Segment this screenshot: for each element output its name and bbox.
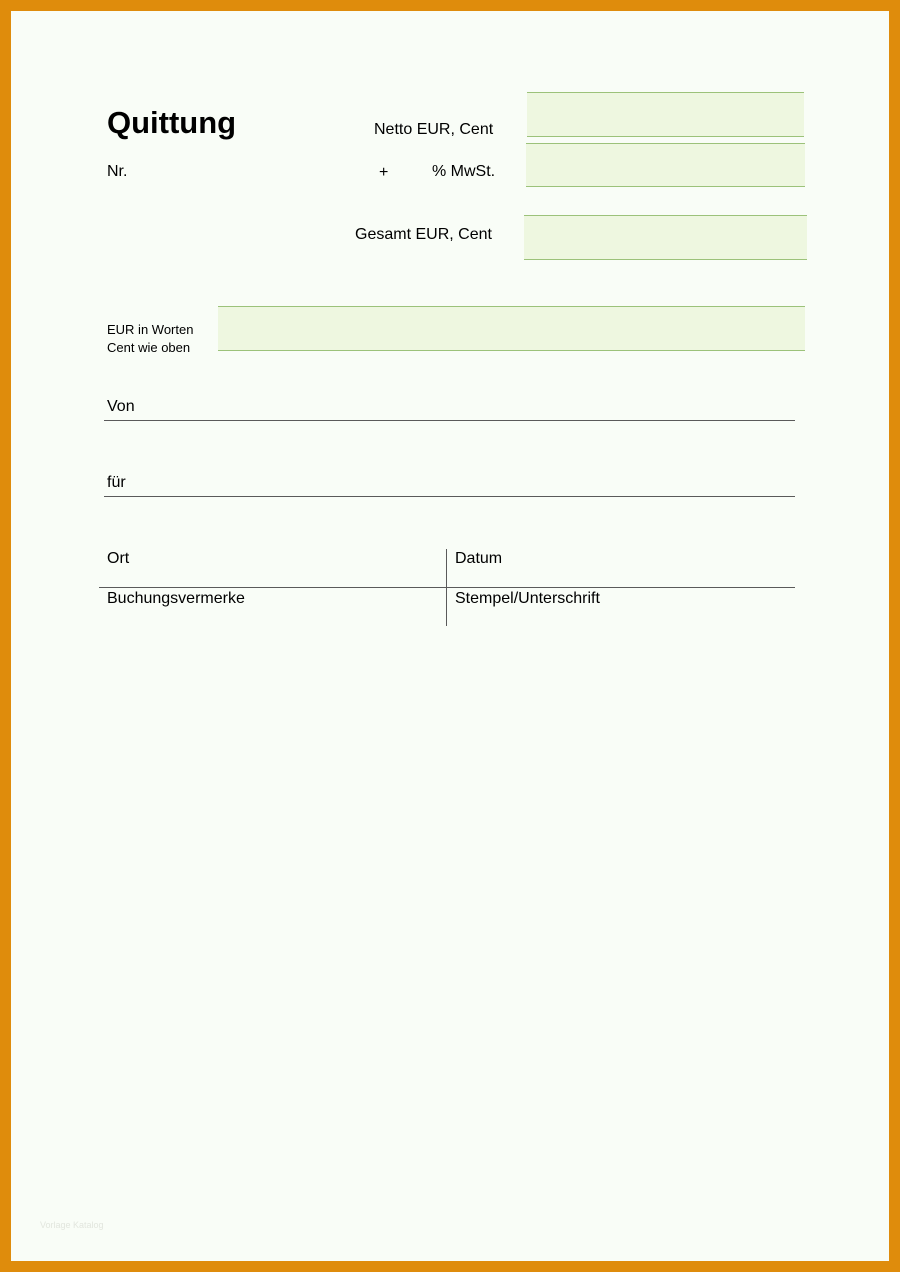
nr-label: Nr.	[107, 163, 128, 180]
mwst-field[interactable]	[526, 143, 805, 187]
gesamt-label: Gesamt EUR, Cent	[355, 226, 492, 243]
words-label-line2: Cent wie oben	[107, 340, 191, 355]
netto-label: Netto EUR, Cent	[374, 121, 494, 138]
stempel-label: Stempel/Unterschrift	[455, 590, 600, 607]
von-label: Von	[107, 398, 135, 415]
receipt-title: Quittung	[107, 105, 237, 140]
words-label-line1: EUR in Worten	[107, 322, 194, 337]
mwst-label: % MwSt.	[432, 163, 496, 180]
grid-divider-vertical	[446, 549, 447, 626]
grid-divider-horizontal	[99, 587, 795, 588]
gesamt-field[interactable]	[524, 215, 807, 260]
datum-label: Datum	[455, 550, 503, 567]
plus-sign: +	[379, 164, 389, 181]
von-input-line[interactable]	[104, 420, 795, 421]
fuer-input-line[interactable]	[104, 496, 795, 497]
buchung-label: Buchungsvermerke	[107, 590, 245, 607]
watermark: Vorlage Katalog	[40, 1220, 104, 1230]
netto-field[interactable]	[527, 92, 804, 137]
receipt-page	[11, 11, 889, 1261]
words-field[interactable]	[218, 306, 805, 351]
ort-label: Ort	[107, 550, 130, 567]
fuer-label: für	[107, 474, 126, 491]
